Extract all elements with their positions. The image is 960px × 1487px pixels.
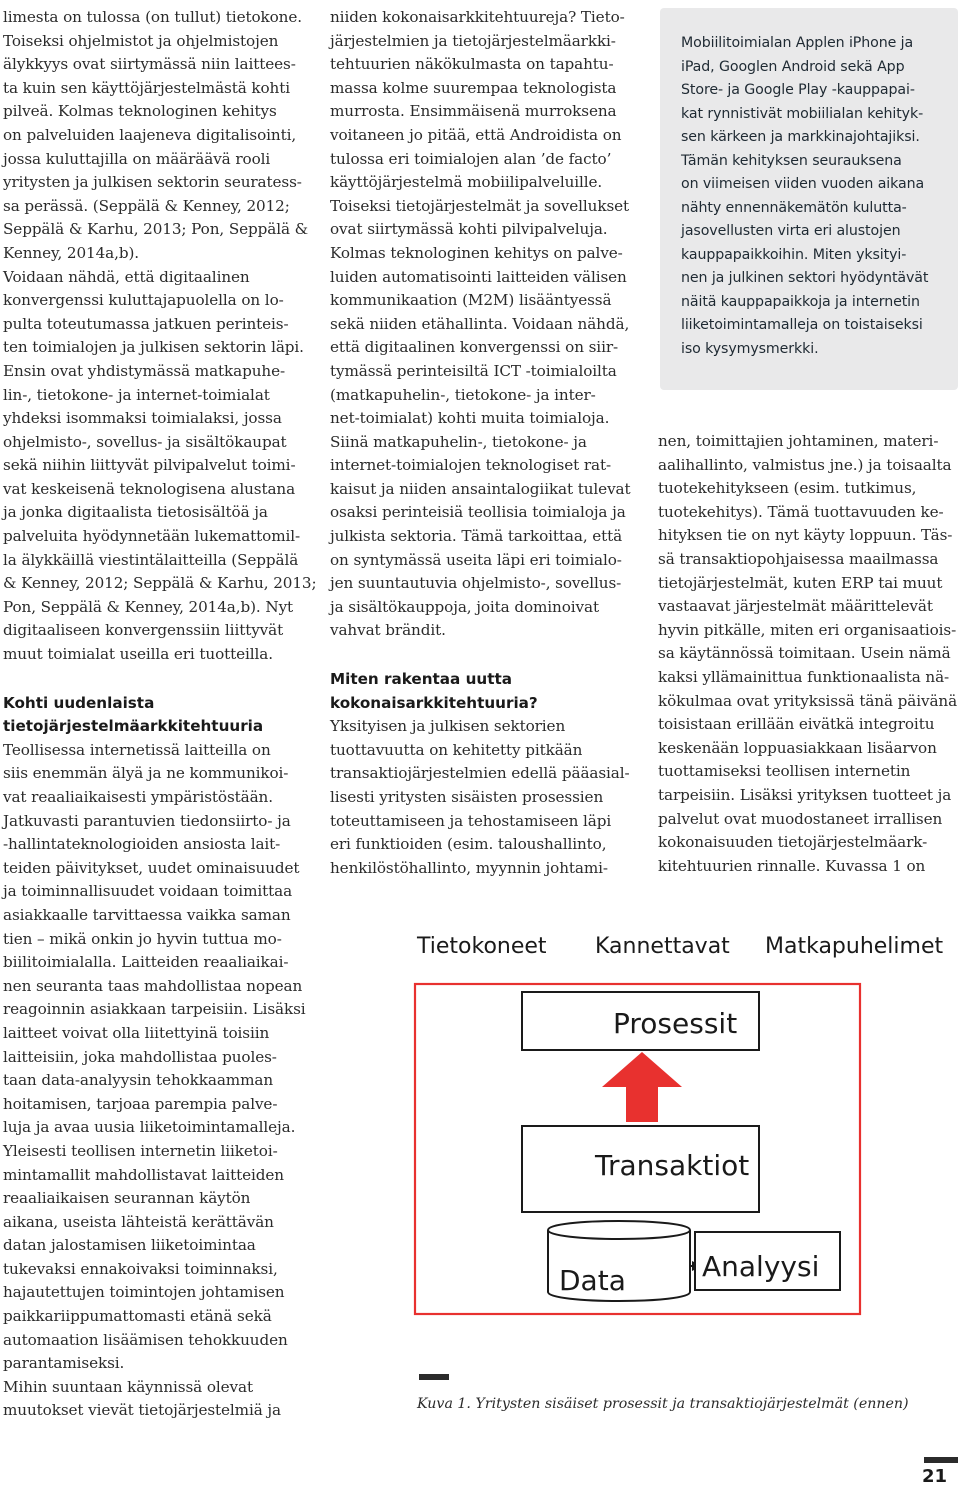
text-line: teiden päivitykset, uudet ominaisuudet — [3, 858, 300, 877]
text-line: nen, toimittajien johtaminen, materi- — [658, 432, 939, 450]
text-line: Mobiilitoimialan Applen iPhone ja — [681, 35, 914, 51]
text-line: tietojärjestelmäarkkitehtuuria — [3, 717, 264, 736]
text-line: Kohti uudenlaista — [3, 693, 155, 712]
device-label-phones: Matkapuhelimet — [765, 934, 944, 959]
text-line: hyvin pitkälle, miten eri organisaatiois- — [658, 620, 957, 639]
text-line: että digitaalinen konvergenssi on siir- — [330, 338, 619, 357]
text-line: taan data-analyysin tehokkaamman — [3, 1071, 274, 1090]
text-line: osaksi perinteisiä teollisia toimialoja ja — [330, 503, 626, 522]
text-line: laitteet voivat olla liitettyinä toisiin — [3, 1023, 270, 1042]
text-line: vat reaaliaikaisesti ympäristöstään. — [3, 788, 273, 806]
text-line: ja jonka digitaalista tietosisältöä ja — [3, 503, 268, 522]
text-line: tuottavuutta on kehitetty pitkään — [330, 740, 583, 759]
text-line: datan jalostamisen liiketoimintaa — [3, 1236, 256, 1255]
text-line: Miten rakentaa uutta — [330, 670, 512, 689]
text-line: kauppapaikkoihin. Miten yksityi- — [681, 246, 907, 263]
text-line: käyttöjärjestelmä mobiilipalveluille. — [330, 173, 603, 192]
text-line: Store- ja Google Play -kauppapai- — [681, 82, 915, 98]
text-line: biilitoimialalla. Laitteiden reaaliaikai- — [3, 953, 289, 972]
text-line: asiakkaalle tarvittaessa vaikka saman — [3, 905, 291, 924]
text-line: digitaaliseen konvergenssiin liittyvät — [3, 621, 284, 640]
text-line: ja sisältökauppoja, joita dominoivat — [330, 597, 599, 616]
text-line: voitaneen jo pitää, että Androidista on — [330, 125, 622, 144]
text-line: sä transaktiopohjaisessa maailmassa — [658, 549, 939, 568]
text-line: Toiseksi ohjelmistot ja ohjelmistojen — [3, 31, 279, 50]
text-line: pulta toteutumassa jatkuen perinteis- — [3, 314, 289, 333]
text-line: aalihallinto, valmistus jne.) ja toisaalta — [658, 455, 952, 474]
text-line: tulossa eri toimialojen alan ’de facto’ — [330, 149, 612, 168]
text-line: tukevaksi ennakoivaksi toiminnaksi, — [3, 1259, 278, 1278]
text-line: yhdeksi isommaksi toimialaksi, jossa — [3, 409, 282, 428]
text-line: Kolmas teknologinen kehitys on palve- — [330, 243, 623, 262]
text-line: toisistaan erillään eivätkä integroitu — [658, 715, 935, 734]
text-line: Kenney, 2014a,b). — [3, 243, 140, 262]
text-line: ovat siirtymässä kohti pilvipalveluja. — [330, 220, 608, 239]
text-line: konvergenssi kuluttajapuolella on lo- — [3, 291, 284, 310]
text-line: sa perässä. (Seppälä & Kenney, 2012; — [3, 196, 290, 215]
caption-bar — [419, 1374, 449, 1380]
col3-paragraphs — [658, 430, 957, 878]
col2-heading — [330, 668, 631, 715]
col2-paragraphs — [330, 6, 631, 643]
text-line: muut toimialat useilla eri tuotteilla. — [3, 645, 273, 664]
text-line: luiden automatisointi laitteiden välisen — [330, 267, 627, 286]
text-line: Yleisesti teollisen internetin liiketoi- — [3, 1141, 278, 1160]
column-2 — [330, 6, 631, 880]
text-line: kaisut ja niiden ansaintalogiikat tulevat — [330, 479, 631, 498]
text-line: kokonaisarkkitehtuuria? — [330, 693, 538, 712]
column-3 — [658, 430, 957, 878]
text-line: tymässä perinteisiltä ICT -toimialoilta — [330, 361, 617, 380]
text-line: niiden kokonaisarkkitehtuureja? Tieto- — [330, 8, 625, 26]
text-line: automaation lisäämisen tehokkuuden — [3, 1330, 288, 1349]
text-line: mintamallit mahdollistavat laitteiden — [3, 1165, 284, 1184]
text-line: luja ja avaa uusia liiketoimintamalleja. — [3, 1118, 296, 1137]
text-line: Teollisessa internetissä laitteilla on — [3, 740, 271, 759]
figure-caption: Kuva 1. Yritysten sisäiset prosessit ja transaktiojärjestelmät (ennen) — [417, 1396, 909, 1412]
text-line: liiketoimintamalleja on toistaiseksi — [681, 317, 923, 333]
process-label: Prosessit — [613, 1007, 738, 1040]
text-line: ja toiminnallisuudet voidaan toimittaa — [3, 882, 293, 901]
text-line: Pon, Seppälä & Kenney, 2014a,b). Nyt — [3, 597, 294, 616]
text-line: keskenään loppuasiakkaan lisäarvon — [658, 738, 937, 757]
text-line: paikkariippumattomasti etänä sekä — [3, 1307, 272, 1326]
text-line: -hallintateknologioiden ansiosta lait- — [3, 835, 281, 854]
text-line: limesta on tulossa (on tullut) tietokone. — [3, 8, 302, 26]
text-line: transaktiojärjestelmien edellä pääasial- — [330, 764, 630, 783]
text-line: hoitamisen, tarjoaa parempia palve- — [3, 1094, 278, 1113]
text-line: Ensin ovat yhdistymässä matkapuhe- — [3, 361, 286, 380]
text-line: Siinä matkapuhelin-, tietokone- ja — [330, 432, 587, 451]
text-line: nähty ennennäkemätön kulutta- — [681, 199, 907, 216]
text-line: aikana, useista lähteistä kerättävän — [3, 1212, 274, 1231]
text-line: internet-toimialojen teknologiset rat- — [330, 456, 611, 475]
text-line: ohjelmisto-, sovellus- ja sisältökaupat — [3, 432, 287, 451]
text-line: tien – mikä onkin jo hyvin tuttua mo- — [3, 929, 282, 948]
text-line: ta kuin sen käyttöjärjestelmästä kohti — [3, 78, 291, 97]
text-line: henkilöstöhallinto, myynnin johtami- — [330, 858, 608, 877]
text-line: Yksityisen ja julkisen sektorien — [330, 717, 566, 736]
text-line: Tämän kehityksen seurauksena — [681, 152, 902, 169]
page-number-bar — [924, 1457, 958, 1463]
text-line: siis enemmän älyä ja ne kommunikoi- — [3, 764, 289, 783]
text-line: Seppälä & Karhu, 2013; Pon, Seppälä & — [3, 220, 309, 239]
column-1 — [3, 6, 316, 1423]
text-line: iPad, Googlen Android sekä App — [681, 58, 905, 75]
text-line: sekä niiden etähallinta. Voidaan nähdä, — [330, 314, 630, 333]
text-line: iso kysymysmerkki. — [681, 340, 819, 357]
text-line: kat rynnistivät mobiilialan kehityk- — [681, 105, 924, 122]
text-line: la älykkäillä viestintälaitteilla (Seppälä — [3, 550, 299, 569]
text-line: muutokset vievät tietojärjestelmiä ja — [3, 1401, 281, 1420]
col1-paragraphs-2 — [3, 739, 316, 1423]
text-line: parantamiseksi. — [3, 1354, 125, 1373]
col1-heading — [3, 692, 316, 739]
text-line: reaaliaikaisen seurannan käytön — [3, 1189, 251, 1208]
text-line: jasovellusten virta eri alustojen — [681, 223, 901, 239]
text-line: vahvat brändit. — [330, 621, 446, 640]
text-line: Mihin suuntaan käynnissä olevat — [3, 1377, 253, 1396]
transactions-label: Transaktiot — [595, 1149, 750, 1182]
text-line: tehtuurien näkökulmasta on tapahtu- — [330, 55, 614, 74]
text-line: vastaavat järjestelmät määrittelevät — [658, 597, 933, 616]
text-line: (matkapuhelin-, tietokone- ja inter- — [330, 385, 596, 404]
text-line: kokonaisuuden tietojärjestelmäark- — [658, 833, 928, 852]
text-line: sen kärkeen ja markkinajohtajiksi. — [681, 129, 920, 145]
text-line: toteuttamiseen ja tehostamiseen läpi — [330, 811, 612, 830]
text-line: älykkyys ovat siirtymässä niin laittees- — [3, 55, 296, 74]
text-line: palvelut ovat muodostaneet irrallisen — [658, 809, 943, 828]
col2-paragraphs-2 — [330, 715, 631, 880]
text-line: Jatkuvasti parantuvien tiedonsiirto- ja — [3, 811, 291, 830]
text-line: on syntymässä useita läpi eri toimialo- — [330, 550, 622, 569]
text-line: lin-, tietokone- ja internet-toimialat — [3, 385, 270, 404]
text-line: hajautettujen toimintojen johtamisen — [3, 1283, 285, 1302]
text-line: net-toimialat) kohti muita toimialoja. — [330, 409, 610, 428]
text-line: kökulmaa ovat yrityksissä tänä päivänä — [658, 691, 958, 710]
text-line: laitteisiin, joka mahdollistaa puoles- — [3, 1047, 277, 1066]
analytics-label: Analyysi — [702, 1250, 820, 1283]
text-line: nen seuranta taas mahdollistaa nopean — [3, 976, 303, 995]
text-line: tuotekehitykseen (esim. tutkimus, — [658, 479, 917, 498]
text-line: on viimeisen viiden vuoden aikana — [681, 176, 925, 192]
text-line: tuottamiseksi teollisen internetin — [658, 762, 911, 781]
text-line: yritysten ja julkisen sektorin seuratess- — [3, 173, 302, 192]
text-line: massa kolme suurempaa teknologista — [330, 78, 617, 97]
aside-box — [660, 8, 958, 390]
text-line: tarpeisiin. Lisäksi yrityksen tuotteet ja — [658, 785, 952, 804]
text-line: Voidaan nähdä, että digitaalinen — [3, 267, 250, 286]
text-line: kaksi yllämainittua funktionaalista nä- — [658, 667, 950, 686]
text-line: nen ja julkinen sektori hyödyntävät — [681, 270, 929, 286]
aside-text — [681, 32, 928, 361]
text-line: hityksen tie on nyt käyty loppuun. Täs- — [658, 526, 953, 545]
col1-paragraphs — [3, 6, 316, 667]
text-line: kitehtuurien rinnalle. Kuvassa 1 on — [658, 856, 926, 875]
text-line: murrosta. Ensimmäisenä murroksena — [330, 102, 617, 121]
text-line: tietojärjestelmät, kuten ERP tai muut — [658, 573, 943, 592]
text-line: vat keskeisenä teknologisena alustana — [3, 479, 296, 498]
text-line: tuotekehitys). Tämä tuottavuuden ke- — [658, 502, 944, 521]
text-line: eri funktioiden (esim. taloushallinto, — [330, 835, 607, 854]
text-line: ten toimialojen ja julkisen sektorin läpi. — [3, 338, 304, 357]
text-line: näitä kauppapaikkoja ja internetin — [681, 293, 920, 310]
data-label: Data — [559, 1264, 626, 1297]
text-line: sekä niihin liittyvät pilvipalvelut toimi- — [3, 456, 296, 475]
figure-diagram — [405, 920, 960, 1370]
up-arrow — [602, 1052, 682, 1122]
device-label-laptops: Kannettavat — [595, 934, 730, 959]
device-label-computers: Tietokoneet — [417, 934, 547, 959]
text-line: järjestelmien ja tietojärjestelmäarkki- — [330, 31, 616, 50]
text-line: jossa kuluttajilla on määräävä rooli — [3, 149, 271, 168]
text-line: Toiseksi tietojärjestelmät ja sovellukset — [330, 196, 630, 215]
text-line: palveluita hyödynnetään lukemattomil- — [3, 527, 301, 546]
text-line: on palveluiden laajeneva digitalisointi, — [3, 125, 297, 144]
text-line: sa käytännössä toimitaan. Usein nämä — [658, 644, 951, 663]
text-line: julkista sektoria. Tämä tarkoittaa, että — [330, 527, 623, 546]
page-number: 21 — [922, 1466, 948, 1487]
text-line: reagoinnin asiakkaan tarpeisiin. Lisäksi — [3, 1000, 306, 1019]
text-line: & Kenney, 2012; Seppälä & Karhu, 2013; — [3, 574, 317, 593]
text-line: kommunikaation (M2M) lisääntyessä — [330, 291, 612, 310]
text-line: jen suuntautuvia ohjelmisto-, sovellus- — [330, 574, 622, 593]
text-line: lisesti yritysten sisäisten prosessien — [330, 788, 604, 806]
text-line: pilveä. Kolmas teknologinen kehitys — [3, 102, 277, 121]
